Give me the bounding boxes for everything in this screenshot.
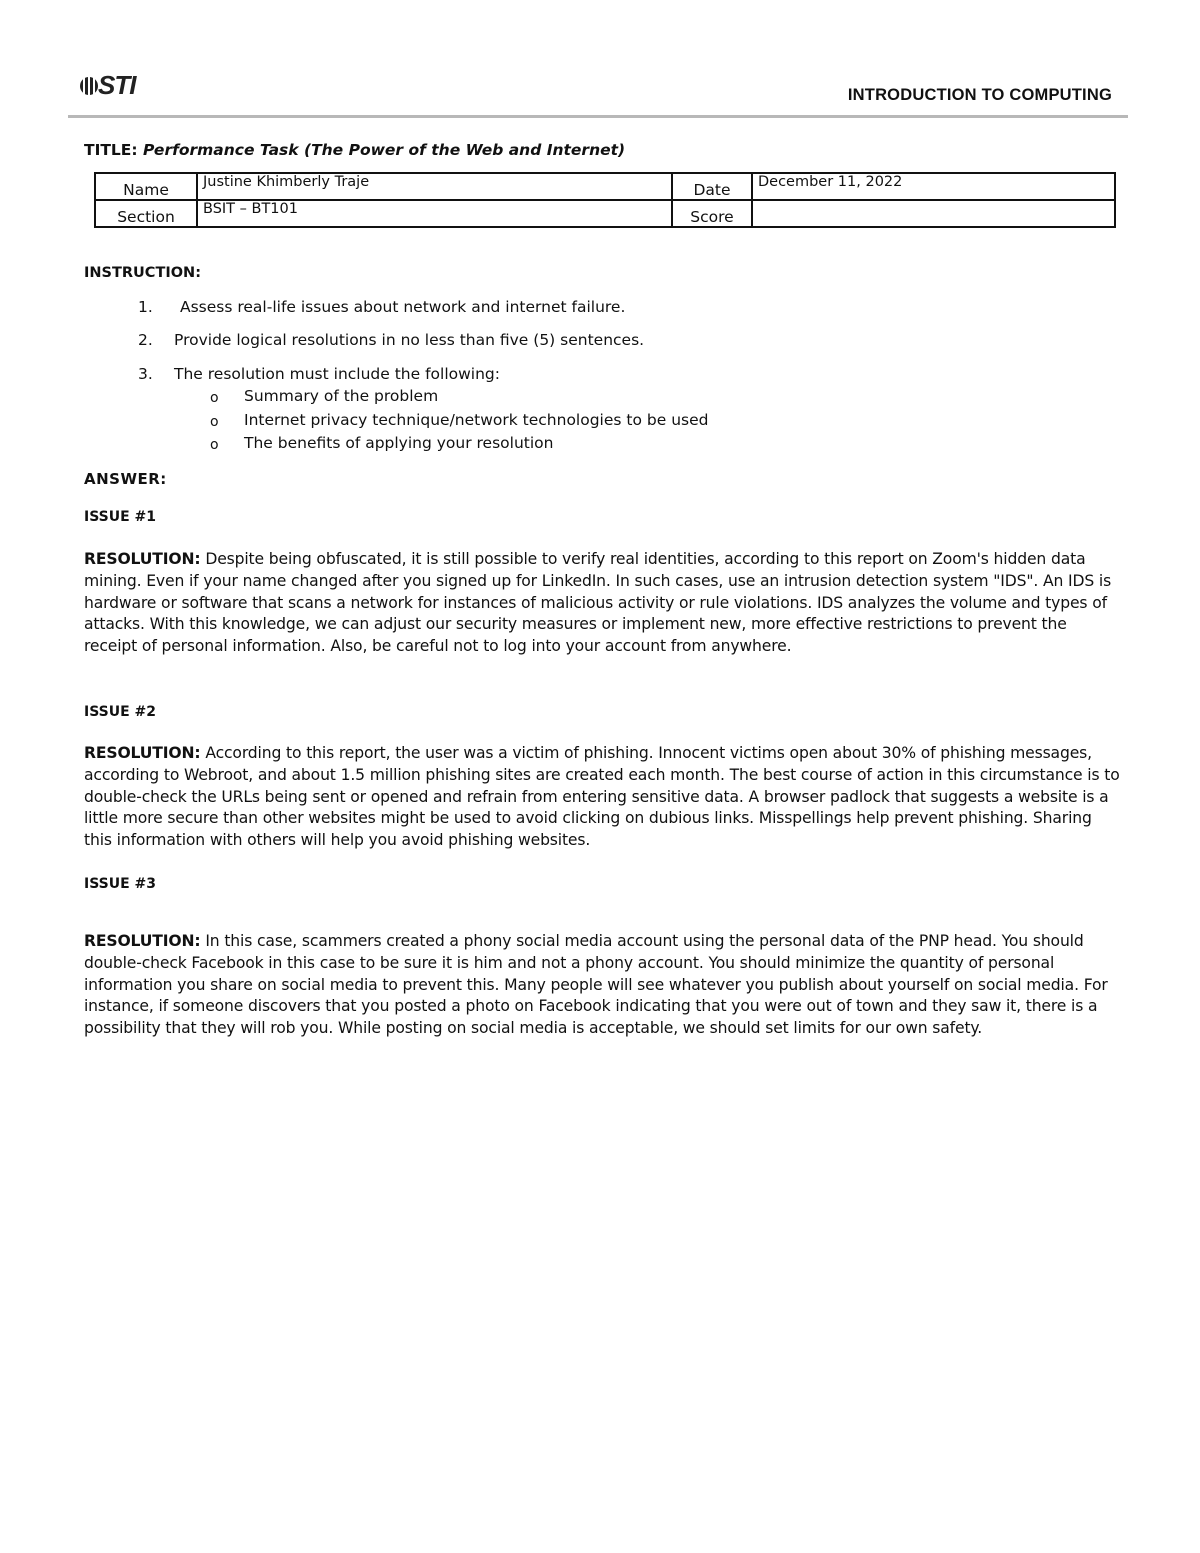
header-divider <box>68 115 1128 118</box>
bullet-item: Summary of the problem <box>244 387 439 405</box>
bullet-marker: o <box>210 390 219 406</box>
table-row <box>95 173 1115 200</box>
globe-icon <box>80 77 98 95</box>
course-title: INTRODUCTION TO COMPUTING <box>847 86 1112 104</box>
title-value: Performance Task (The Power of the Web and Internet) <box>142 141 626 159</box>
instruction-number: 1. <box>138 298 153 316</box>
date-label: Date <box>672 173 752 200</box>
sti-logo <box>80 70 135 101</box>
instruction-item: The resolution must include the following: <box>174 365 500 383</box>
table-row <box>95 200 1115 227</box>
student-info-table <box>94 172 1116 228</box>
instruction-item: Assess real-life issues about network and internet failure. <box>180 298 626 316</box>
resolution-text: Despite being obfuscated, it is still possible to verify real identities, according to this report on Zoom's hidden data mining. Even if your name changed after you signed up for LinkedIn. In such cases, use an intrusion detection system "IDS". An IDS is hardware or software that scans a network for instances of malicious activity or rule violations. IDS analyzes the volume and types of attacks. With this knowledge, we can adjust our security measures or implement new, more effective restrictions to prevent the receipt of personal information. Also, be careful not to log into your account from anywhere. <box>84 550 1112 656</box>
resolution-paragraph <box>84 931 1124 1040</box>
score-label: Score <box>672 200 752 227</box>
issue-heading: ISSUE #3 <box>84 876 157 892</box>
instruction-heading: INSTRUCTION: <box>84 265 201 281</box>
bullet-item: Internet privacy technique/network technologies to be used <box>244 411 709 429</box>
section-label: Section <box>95 200 197 227</box>
resolution-text: In this case, scammers created a phony social media account using the personal data of the PNP head. You should double-check Facebook in this case to be sure it is him and not a phony account. You should minimize the quantity of personal information you share on social media to prevent this. Many people will see whatever you publish about yourself on social media. For instance, if someone discovers that you posted a photo on Facebook indicating that you were out of town and they saw it, there is a possibility that they will rob you. While posting on social media is acceptable, we should set limits for our own safety. <box>84 932 1108 1038</box>
resolution-label: RESOLUTION: <box>84 932 201 950</box>
date-value: December 11, 2022 <box>752 173 1115 200</box>
score-value <box>752 200 1115 227</box>
name-label: Name <box>95 173 197 200</box>
issue-heading: ISSUE #2 <box>84 704 157 720</box>
bullet-marker: o <box>210 414 219 430</box>
resolution-paragraph <box>84 549 1124 658</box>
instruction-item: Provide logical resolutions in no less than five (5) sentences. <box>174 331 645 349</box>
issue-heading: ISSUE #1 <box>84 509 157 525</box>
section-value: BSIT – BT101 <box>197 200 672 227</box>
resolution-label: RESOLUTION: <box>84 744 201 762</box>
resolution-text: According to this report, the user was a victim of phishing. Innocent victims open about 30% of phishing messages, according to Webroot, and about 1.5 million phishing sites are created each month. The best course of action in this circumstance is to double-check the URLs being sent or opened and refrain from entering sensitive data. A browser padlock that suggests a website is a little more secure than other websites might be used to avoid clicking on dubious links. Misspellings help prevent phishing. Sharing this information with others will help you avoid phishing websites. <box>84 744 1120 850</box>
name-value: Justine Khimberly Traje <box>197 173 672 200</box>
answer-heading: ANSWER: <box>84 470 167 488</box>
resolution-label: RESOLUTION: <box>84 550 201 568</box>
bullet-item: The benefits of applying your resolution <box>244 434 554 452</box>
resolution-paragraph <box>84 743 1124 852</box>
document-title <box>84 141 625 159</box>
instruction-number: 2. <box>138 331 153 349</box>
title-label: TITLE: <box>84 141 138 159</box>
instruction-number: 3. <box>138 365 153 383</box>
bullet-marker: o <box>210 437 219 453</box>
logo-text: STI <box>98 70 136 100</box>
